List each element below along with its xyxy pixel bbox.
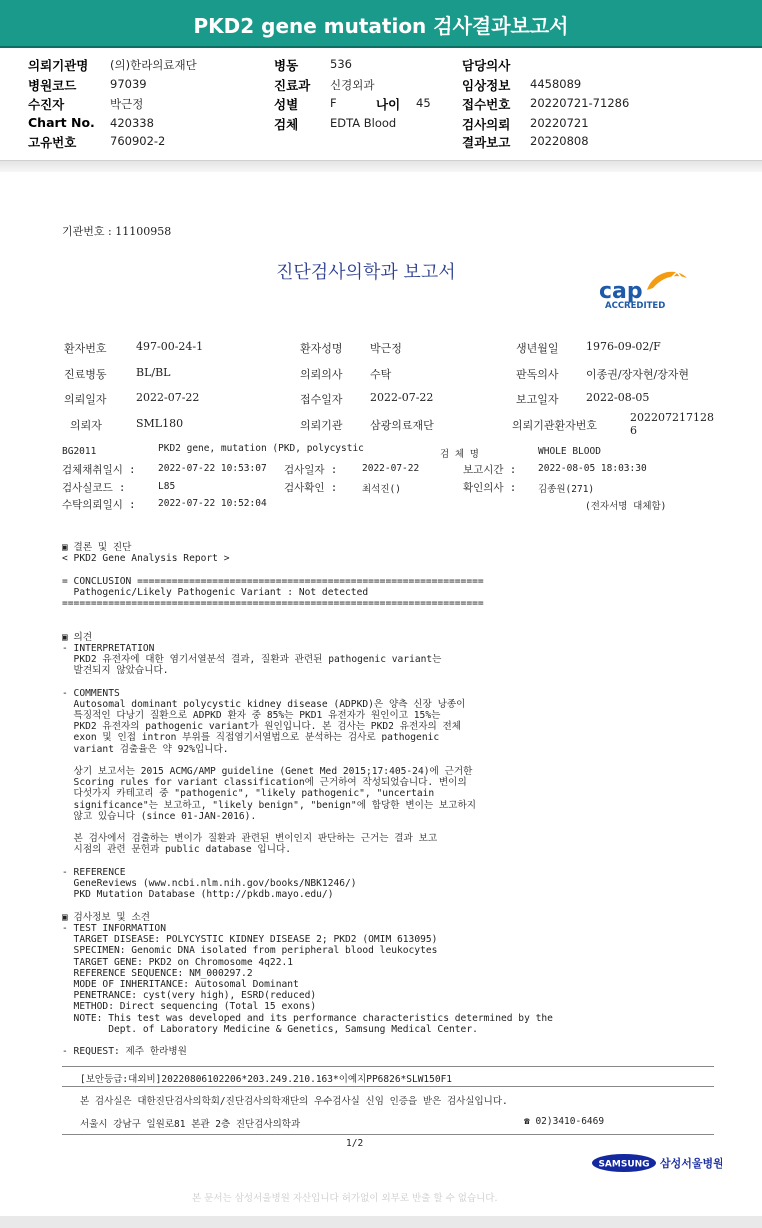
collect-label: 검체채취일시 : [62, 464, 136, 476]
patient-value: 2022-07-22 [136, 391, 200, 404]
header-value: (의)한라의료재단 [110, 58, 197, 72]
header-label: Chart No. [28, 115, 95, 130]
footer-rule [62, 1086, 714, 1087]
test-name: PKD2 gene, mutation (PKD, polycystic [158, 443, 364, 454]
header-value: 420338 [110, 116, 154, 130]
header-value: 4458089 [530, 77, 582, 91]
specimen-label: 검 체 명 [440, 449, 479, 460]
patient-value: 497-00-24-1 [136, 340, 204, 353]
patient-value: 이종권/장자현/장자현 [586, 368, 690, 381]
header-label: 성별 [274, 97, 299, 112]
esign-note: (전자서명 대체함) [585, 501, 667, 512]
confirmer-label: 확인의사 : [463, 482, 517, 494]
lab-code-value: L85 [158, 481, 176, 492]
header-label: 검체 [274, 117, 299, 132]
header-value: 20220721 [530, 116, 589, 130]
footer-watermark: 본 문서는 삼성서울병원 자산입니다 허가없이 외부로 반출 할 수 없습니다. [192, 1193, 498, 1204]
header-label: 담당의사 [462, 58, 511, 73]
page-title: PKD2 gene mutation 검사결과보고서 [193, 14, 569, 38]
patient-value: 1976-09-02/F [586, 340, 661, 353]
header-label: 결과보고 [462, 135, 511, 150]
header-value: 20220808 [530, 134, 589, 148]
samsung-brand-text: SAMSUNG [598, 1159, 650, 1170]
lab-phone: ☎ 02)3410-6469 [524, 1116, 605, 1127]
header-label: 검사의뢰 [462, 117, 511, 132]
report-body: ▣ 결론 및 진단 < PKD2 Gene Analysis Report > = CONCLUSION ============================================================ Pathogenic/Likely Pathogenic Variant : Not detected ========================================================================= ▣ 의견 - INTERPRETATION PKD2 유전자에 대한 염기서열분석 결과, 질환과 관련된 pathogenic variant는 발견되지 않았습니다. - COMMENTS Autosomal dominant polycystic kidney disease (ADPKD)은 양측 신장 낭종이 특징적인 다낭기 질환으로 ADPKD 환자 중 85%는 PKD1 유전자가 원인이고 15%는 PKD2 유전자의 pathogenic variant가 원인입니다. 본 검사는 PKD2 유전자의 전체 exon 및 인접 intron 부위를 직접염기서열법으로 분석하는 검사로 pathogenic variant 검출율은 약 92%입니다. 상기 보고서는 2015 ACMG/AMP guideline (Genet Med 2015;17:405-24)에 근거한 Scoring rules for variant classification에 근거하여 작성되었습니다. 변이의 다섯가지 카테고리 중 "pathogenic", "likely pathogenic", "uncertain significance"는 보고하고, "likely benign", "benign"에 합당한 변이는 보고하지 않고 있습니다 (since 01-JAN-2016). 본 검사에서 검출하는 변이가 질환과 관련된 변이인지 판단하는 근거는 결과 보고 시점의 관련 문헌과 public database 입니다. - REFERENCE GeneReviews (www.ncbi.nlm.nih.gov/books/NBK1246/) PKD Mutation Database (http://pkdb.mayo.edu/) ▣ 검사정보 및 소견 - TEST INFORMATION TARGET DISEASE: POLYCYSTIC KIDNEY DISEASE 2; PKD2 (OMIM 613095) SPECIMEN: Genomic DNA isolated from peripheral blood leukocytes TARGET GENE: PKD2 on Chromosome 4q22.1 REFERENCE SEQUENCE: NM_000297.2 MODE OF INHERITANCE: Autosomal Dominant PENETRANCE: cyst(very high), ESRD(reduced) METHOD: Direct sequencing (Total 15 exons) NOTE: This test was developed and its performance characteristics determined by the Dept. of Laboratory Medicine & Genetics, Samsung Medical Center. - REQUEST: 제주 한라병원 [62, 542, 553, 1058]
patient-label: 환자성명 [300, 342, 343, 355]
patient-value: 박근정 [370, 342, 402, 355]
patient-label: 의뢰자 [70, 419, 102, 432]
patient-value: 2022-07-22 [370, 391, 434, 404]
header-value: 신경외과 [330, 78, 375, 92]
lab-code-label: 검사실코드 : [62, 482, 126, 494]
hospital-name-text: 삼성서울병원 [660, 1157, 722, 1170]
exam-confirm-label: 검사확인 : [284, 482, 338, 494]
patient-label: 보고일자 [516, 393, 559, 406]
header-label: 의뢰기관명 [28, 58, 89, 73]
patient-value: 수탁 [370, 368, 392, 381]
cap-logo-subtext: ACCREDITED [605, 301, 666, 310]
report-title: 진단검사의학과 보고서 [276, 262, 456, 283]
cap-accredited-logo [597, 268, 692, 310]
header-value: F [330, 96, 337, 110]
patient-label: 의뢰의사 [300, 368, 343, 381]
footer-rule [62, 1066, 714, 1067]
cap-logo-text: cap [599, 279, 643, 304]
patient-value: BL/BL [136, 366, 171, 379]
org-number: 기관번호 : 11100958 [62, 225, 172, 238]
patient-label: 접수일자 [300, 393, 343, 406]
header-label: 임상정보 [462, 78, 511, 93]
patient-label: 의뢰기관환자번호 [512, 419, 598, 432]
report-time-value: 2022-08-05 18:03:30 [538, 463, 647, 474]
header-value: 97039 [110, 77, 147, 91]
patient-value-wrap: 6 [630, 424, 637, 437]
samsung-hospital-logo [592, 1152, 722, 1174]
header-label: 진료과 [274, 78, 311, 93]
header-label: 병동 [274, 58, 299, 73]
patient-label: 의뢰일자 [64, 393, 107, 406]
footer-rule [62, 1134, 714, 1135]
patient-value: 202207217128 [630, 411, 714, 424]
lab-address: 서울시 강남구 일원로81 본관 2층 진단검사의학과 [80, 1119, 301, 1130]
report-time-label: 보고시간 : [463, 464, 517, 476]
header-value: EDTA Blood [330, 116, 397, 130]
security-line: [보안등급:대외비]20220806102206*203.249.210.163*이예지PP6826*SLW150F1 [80, 1074, 453, 1085]
header-value: 536 [330, 57, 352, 71]
patient-label: 진료병동 [64, 368, 107, 381]
exam-date-value: 2022-07-22 [362, 463, 420, 474]
patient-value: SML180 [136, 417, 184, 430]
receipt-value: 2022-07-22 10:52:04 [158, 498, 267, 509]
header-label: 접수번호 [462, 97, 511, 112]
test-code: BG2011 [62, 446, 97, 457]
bottom-strip [0, 1216, 762, 1228]
confirmer-value: 김종원(271) [538, 484, 595, 495]
page-number: 1/2 [346, 1138, 364, 1149]
header-value: 760902-2 [110, 134, 166, 148]
header-value: 박근정 [110, 97, 144, 111]
header-label: 수진자 [28, 97, 65, 112]
patient-label: 판독의사 [516, 368, 559, 381]
patient-label: 환자번호 [64, 342, 107, 355]
patient-label: 생년월일 [516, 342, 559, 355]
patient-label: 의뢰기관 [300, 419, 343, 432]
cert-line: 본 검사실은 대한진단검사의학회/진단검사의학재단의 우수검사실 신임 인증을 받은 검사실입니다. [80, 1096, 508, 1107]
header-value: 20220721-71286 [530, 96, 630, 110]
section-separator [0, 160, 762, 172]
header-label: 나이 [376, 97, 401, 112]
header-label: 병원코드 [28, 78, 77, 93]
receipt-label: 수탁의뢰일시 : [62, 499, 136, 511]
cap-swoosh-icon [647, 272, 687, 290]
patient-value: 2022-08-05 [586, 391, 650, 404]
exam-date-label: 검사일자 : [284, 464, 338, 476]
exam-confirm-value: 최석진() [362, 484, 401, 495]
collect-value: 2022-07-22 10:53:07 [158, 463, 267, 474]
header-label: 고유번호 [28, 135, 77, 150]
patient-value: 삼광의료재단 [370, 419, 434, 432]
header-value: 45 [416, 96, 431, 110]
specimen-value: WHOLE BLOOD [538, 446, 601, 457]
